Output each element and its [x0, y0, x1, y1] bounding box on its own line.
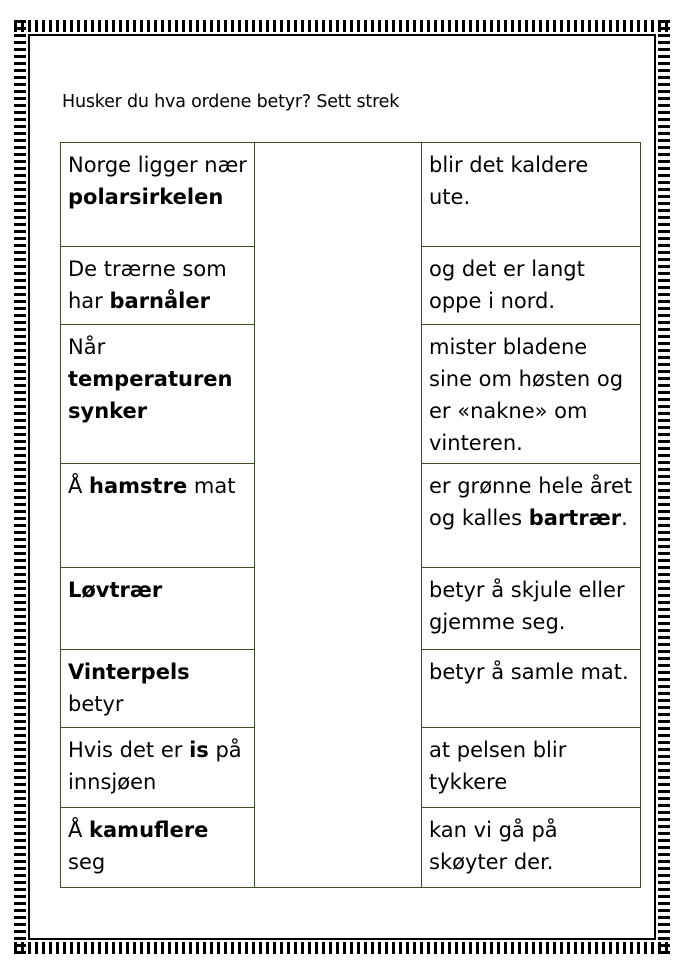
right-cell: at pelsen blir tykkere — [422, 728, 641, 808]
right-cell: kan vi gå på skøyter der. — [422, 808, 641, 888]
border-hatch-left — [14, 20, 26, 954]
matching-table — [60, 142, 641, 888]
right-cell: er grønne hele året og kalles bartrær. — [422, 464, 641, 568]
right-cell: betyr å skjule eller gjemme seg. — [422, 568, 641, 650]
left-cell: Løvtrær — [61, 568, 255, 650]
table-row — [61, 143, 641, 247]
right-cell: mister bladene sine om høsten og er «nakne» om vinteren. — [422, 325, 641, 464]
border-hatch-top — [14, 20, 670, 32]
right-cell: betyr å samle mat. — [422, 650, 641, 728]
left-cell: De trærne som har barnåler — [61, 247, 255, 325]
line-drawing-area[interactable] — [255, 143, 422, 888]
left-cell: Hvis det er is på innsjøen — [61, 728, 255, 808]
left-cell: Vinterpels betyr — [61, 650, 255, 728]
instruction-text: Husker du hva ordene betyr? Sett strek — [62, 92, 400, 112]
border-hatch-right — [658, 20, 670, 954]
right-cell: blir det kaldere ute. — [422, 143, 641, 247]
border-hatch-bottom — [14, 942, 670, 954]
left-cell: Å hamstre mat — [61, 464, 255, 568]
left-cell: Når temperaturen synker — [61, 325, 255, 464]
left-cell: Å kamuflere seg — [61, 808, 255, 888]
left-cell: Norge ligger nær polarsirkelen — [61, 143, 255, 247]
right-cell: og det er langt oppe i nord. — [422, 247, 641, 325]
